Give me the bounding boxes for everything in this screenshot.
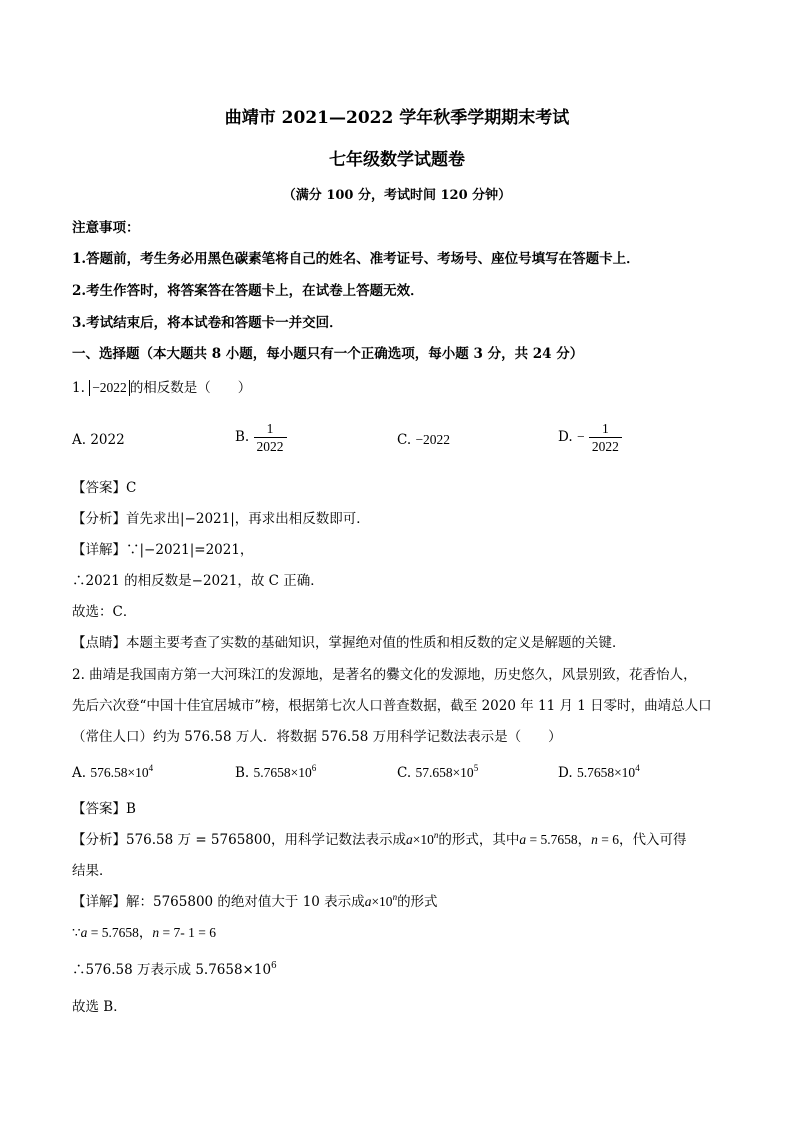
option-a [72,763,153,783]
answer-1: 【答案】C [72,480,137,496]
variable-a: a [364,894,372,909]
option-b-label: B. [235,429,250,445]
question-2-stem-line-1: 2. 曲靖是我国南方第一大河珠江的发源地，是著名的爨文化的发源地，历史悠久，风景别致，花香怡人， [72,667,697,683]
analysis-text-2: 的形式，其中 [438,832,520,848]
option-c-value: −2022 [415,432,451,447]
analysis-1 [72,509,370,529]
detail-2 [72,892,438,912]
section-heading: 一、选择题（本大题共 8 小题，每小题只有一个正确选项，每小题 3 分，共 24 分） [72,346,584,362]
detail-1 [72,540,253,560]
notice-item-2: 2.考生作答时，将答案答在答题卡上，在试卷上答题无效． [72,283,424,299]
option-d-exponent: 4 [635,763,640,773]
option-b [235,420,287,455]
comment-text: 本题主要考查了实数的基础知识，掌握绝对值的性质和相反数的定义是解题的关键． [126,635,626,651]
because-symbol: ∵ [72,925,81,941]
analysis-text: 首先求出|−2021|，再求出相反数即可． [126,511,370,527]
fraction-denominator: 2022 [256,439,284,454]
analysis-tag: 【分析】 [72,511,126,527]
notice-item-1: 1.答题前，考生务必用黑色碳素笔将自己的姓名、准考证号、考场号、座位号填写在答题卡上． [72,251,640,267]
option-d-label: D. [558,765,573,781]
detail-text-2: 的形式 [397,894,438,910]
question-number: 1. [72,380,85,396]
therefore-line [72,960,277,980]
analysis-text-1: 576.58 万 = 5765800，用科学记数法表示成 [126,832,407,848]
notice-heading: 注意事项： [72,220,140,236]
variable-a: a [80,925,88,940]
exponent-n: n [433,830,439,840]
comment-1 [72,633,626,653]
option-a-base: 576.58×10 [90,765,149,780]
choice-1: 故选：C． [72,604,137,620]
option-c [397,430,450,450]
therefore-exponent: 6 [271,961,277,971]
option-c-value [415,765,478,780]
option-d [558,420,622,455]
fraction [254,420,287,455]
option-d-label: D. [558,429,573,445]
option-c-exponent: 5 [473,763,479,773]
fraction-numerator: 1 [254,420,287,438]
option-a-exponent: 4 [148,763,154,773]
option-c-label: C. [397,432,412,448]
option-d-value [577,765,640,780]
option-a-value [90,765,153,780]
analysis-2-line-2: 结果． [72,863,113,879]
option-a: A. 2022 [72,432,125,448]
variable-a: a [406,832,413,847]
analysis-tag: 【分析】 [72,832,126,848]
option-b [235,763,316,783]
notice-item-3: 3.考试结束后，将本试卷和答题卡一并交回． [72,315,343,331]
answer-2: 【答案】B [72,801,136,817]
fraction-denominator: 2022 [591,439,619,454]
option-c-label: C. [397,765,412,781]
question-2-stem-line-2: 先后六次登“中国十佳宜居城市”榜，根据第七次人口普查数据，截至 2020 年 11 月 1 日零时，曲靖总人口 [72,698,712,714]
because-line [72,923,216,943]
option-b-label: B. [235,765,250,781]
option-b-base: 5.7658×10 [253,765,312,780]
question-1-stem [72,378,251,398]
times-ten: ×10 [412,832,434,847]
comment-tag: 【点睛】 [72,635,126,651]
absolute-value: −2022 [89,380,130,396]
analysis-2 [72,830,687,850]
equation-n-value: = 6，代入可得 [597,832,687,847]
option-b-exponent: 6 [311,763,317,773]
n-value: = 7- 1 = 6 [159,925,216,940]
exam-info: （满分 100 分，考试时间 120 分钟） [282,188,512,203]
paper-subtitle: 七年级数学试题卷 [329,150,465,170]
question-2-stem-line-3: （常住人口）约为 576.58 万人．将数据 576.58 万用科学记数法表示是（ ） [72,729,562,745]
variable-a: a [519,832,527,847]
detail-tag: 【详解】 [72,894,126,910]
page-title: 曲靖市 2021—2022 学年秋季学期期末考试 [224,108,570,128]
detail-tag: 【详解】 [72,542,126,558]
option-d-sign: − [576,429,585,444]
option-a-label: A. [72,765,87,781]
times-ten: ×10 [371,894,393,909]
detail-1-line-2: ∴2021 的相反数是−2021，故 C 正确． [72,573,324,589]
fraction-numerator: 1 [589,420,622,438]
exponent-n: n [392,892,398,902]
variable-n: n [152,925,160,940]
option-c [397,763,478,783]
option-b-value [254,765,317,780]
option-c-base: 57.658×10 [415,765,474,780]
option-d [558,763,640,783]
a-value: = 5.7658， [87,925,153,940]
option-d-base: 5.7658×10 [576,765,636,780]
equation-a-value: = 5.7658， [526,832,592,847]
choice-2: 故选 B． [72,999,127,1015]
fraction [589,420,622,455]
detail-text-1: 解：5765800 的绝对值大于 10 表示成 [126,894,365,910]
therefore-text: ∴576.58 万表示成 5.7658×10 [72,962,272,978]
detail-text: ∵|−2021|=2021， [126,542,254,558]
variable-n: n [591,832,598,847]
question-1-text: 的相反数是（ ） [129,380,252,396]
